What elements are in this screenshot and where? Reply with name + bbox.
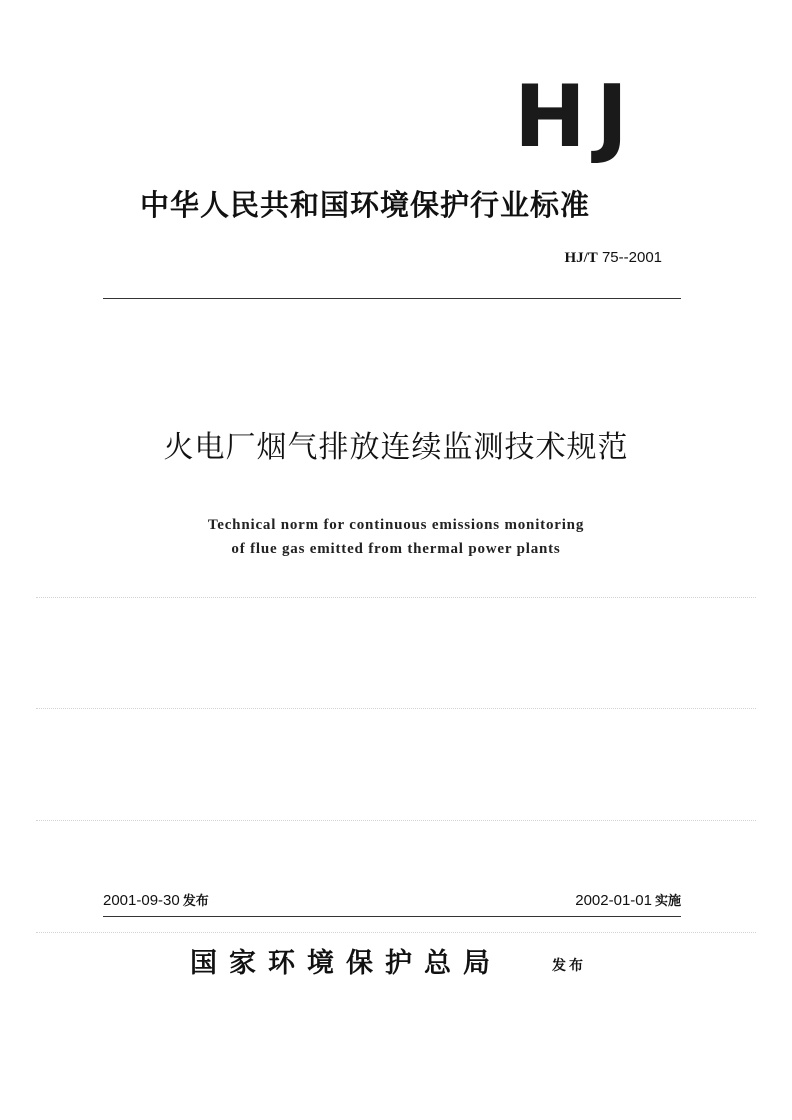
dates-row bbox=[103, 890, 681, 914]
document-title-english-line2: of flue gas emitted from thermal power plants bbox=[231, 541, 561, 557]
footer-divider bbox=[103, 916, 681, 917]
effective-date: 2002-01-01 bbox=[575, 892, 652, 909]
faint-dotted-line bbox=[36, 932, 756, 933]
faint-dotted-line bbox=[36, 708, 756, 709]
issue-date-label: 发布 bbox=[182, 894, 209, 909]
standard-code bbox=[564, 248, 662, 268]
issuing-authority-label: 发布 bbox=[552, 958, 586, 974]
hj-logo: HJ bbox=[514, 67, 638, 167]
issuing-authority: 国家环境保护总局 bbox=[190, 948, 502, 979]
effective-date-block bbox=[575, 890, 681, 913]
standard-code-number: 75--2001 bbox=[601, 249, 662, 266]
document-title-chinese: 火电厂烟气排放连续监测技术规范 bbox=[163, 430, 629, 465]
faint-dotted-line bbox=[36, 820, 756, 821]
faint-dotted-line bbox=[36, 597, 756, 598]
standard-series-title: 中华人民共和国环境保护行业标准 bbox=[140, 188, 591, 222]
document-title-english-line1: Technical norm for continuous emissions monitoring bbox=[207, 517, 585, 533]
issue-date: 2001-09-30 bbox=[103, 892, 180, 909]
header-divider bbox=[103, 298, 681, 299]
effective-date-label: 实施 bbox=[654, 894, 681, 909]
standard-code-prefix: HJ/T bbox=[564, 250, 598, 266]
issue-date-block bbox=[103, 890, 209, 913]
